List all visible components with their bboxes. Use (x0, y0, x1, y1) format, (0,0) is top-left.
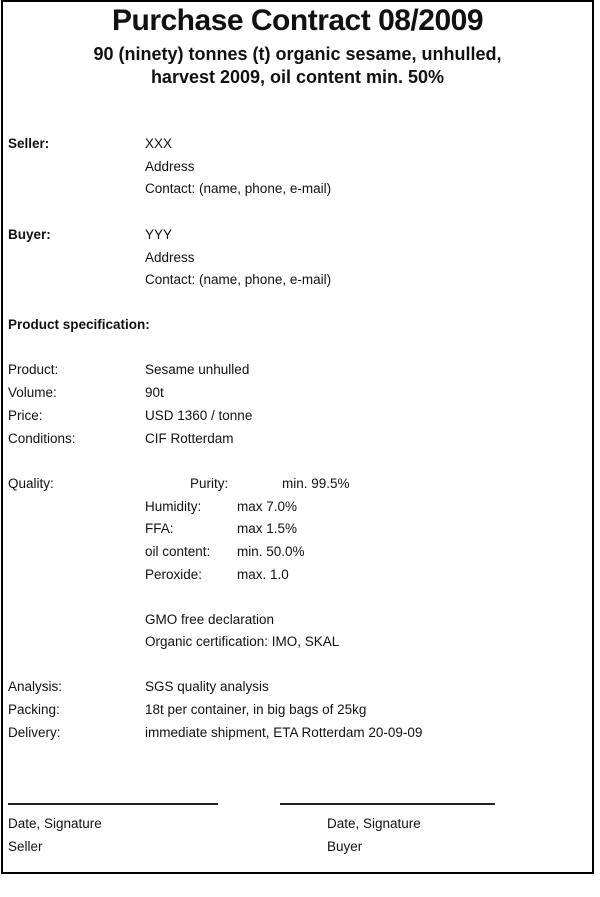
seller-role-label: Seller (8, 839, 43, 854)
organic-certification: Organic certification: IMO, SKAL (145, 634, 340, 649)
buyer-address: Address (145, 250, 195, 265)
price-value: USD 1360 / tonne (145, 408, 253, 423)
humidity-label: Humidity: (145, 499, 202, 514)
purity-value: min. 99.5% (282, 476, 350, 491)
oil-content-label: oil content: (145, 544, 211, 559)
peroxide-label: Peroxide: (145, 567, 203, 582)
page-subtitle-line2: harvest 2009, oil content min. 50% (150, 67, 445, 87)
buyer-role-label: Buyer (327, 839, 363, 854)
seller-label: Seller: (8, 136, 50, 151)
buyer-name: YYY (145, 227, 173, 242)
seller-date-signature-label: Date, Signature (8, 816, 102, 831)
delivery-value: immediate shipment, ETA Rotterdam 20-09-09 (145, 725, 423, 740)
volume-label: Volume: (8, 385, 57, 400)
peroxide-value: max. 1.0 (237, 567, 289, 582)
buyer-label: Buyer: (8, 227, 51, 242)
seller-name: XXX (145, 136, 173, 151)
conditions-label: Conditions: (8, 431, 76, 446)
delivery-label: Delivery: (8, 725, 61, 740)
page-title: Purchase Contract 08/2009 (111, 4, 484, 37)
ffa-value: max 1.5% (237, 521, 298, 536)
humidity-value: max 7.0% (237, 499, 298, 514)
seller-signature-line (8, 803, 218, 805)
conditions-value: CIF Rotterdam (145, 431, 234, 446)
packing-value: 18t per container, in big bags of 25kg (145, 702, 367, 717)
ffa-label: FFA: (145, 521, 174, 536)
price-label: Price: (8, 408, 43, 423)
quality-label: Quality: (8, 476, 54, 491)
contract-document (1, 0, 594, 874)
gmo-declaration: GMO free declaration (145, 612, 275, 627)
analysis-label: Analysis: (8, 679, 63, 694)
purity-label: Purity: (190, 476, 229, 491)
product-spec-heading: Product specification: (8, 317, 150, 332)
volume-value: 90t (145, 385, 164, 400)
packing-label: Packing: (8, 702, 60, 717)
page-subtitle-line1: 90 (ninety) tonnes (t) organic sesame, unhulled, (93, 44, 502, 64)
buyer-signature-line (280, 803, 495, 805)
buyer-contact: Contact: (name, phone, e-mail) (145, 272, 332, 287)
seller-contact: Contact: (name, phone, e-mail) (145, 181, 332, 196)
seller-address: Address (145, 159, 195, 174)
buyer-date-signature-label: Date, Signature (327, 816, 421, 831)
analysis-value: SGS quality analysis (145, 679, 269, 694)
product-value: Sesame unhulled (145, 362, 250, 377)
oil-content-value: min. 50.0% (237, 544, 305, 559)
product-label: Product: (8, 362, 59, 377)
